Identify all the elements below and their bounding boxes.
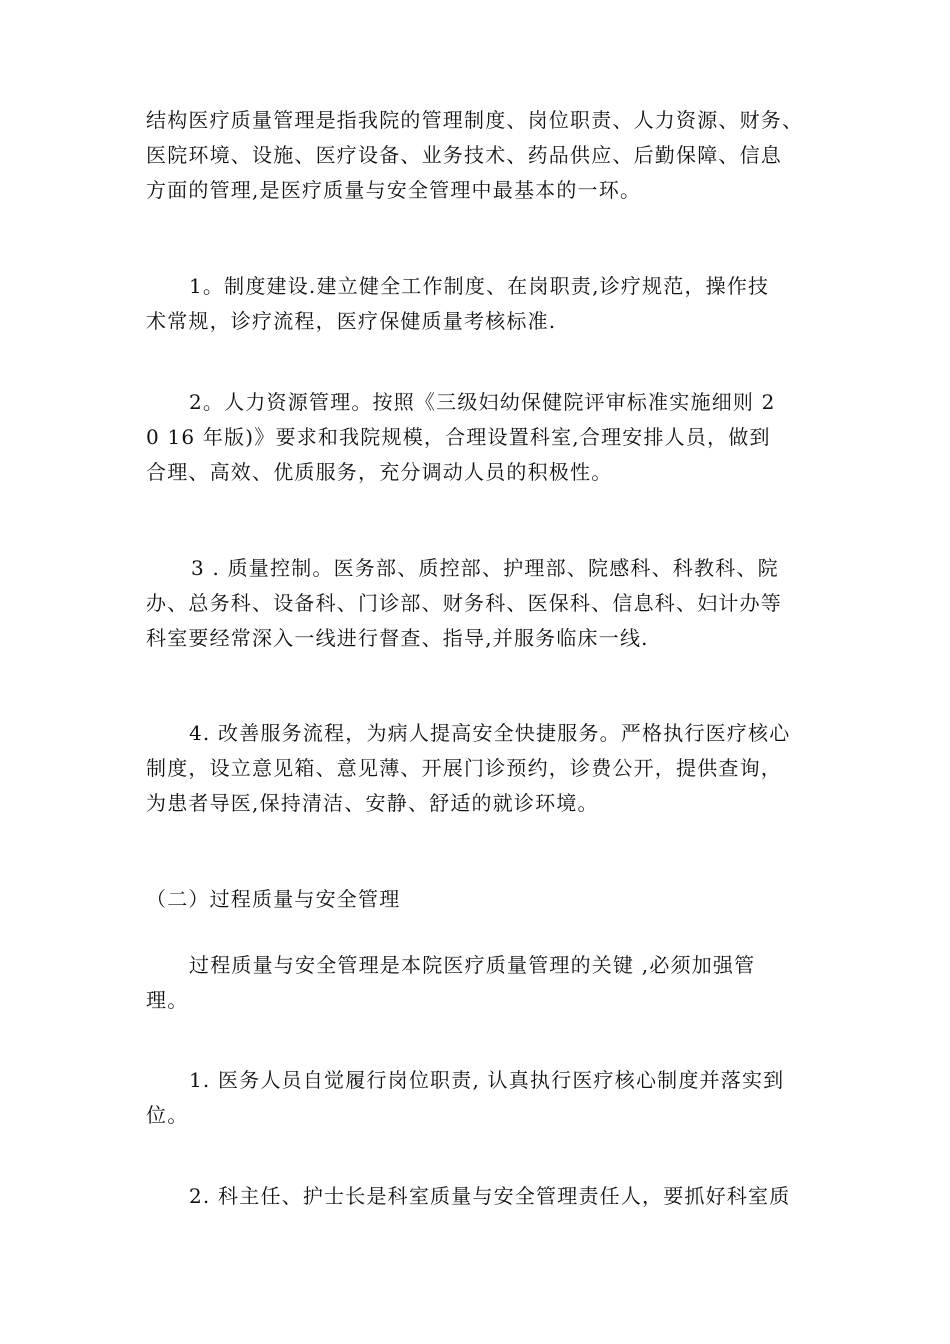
paragraph-process-quality bbox=[146, 948, 821, 1018]
text-line: 办、总务科、设备科、门诊部、财务科、医保科、信息科、妇计办等 bbox=[146, 591, 782, 615]
paragraph-process-item-2 bbox=[146, 1179, 821, 1214]
paragraph-item-2-hr bbox=[146, 385, 821, 490]
paragraph-item-3-quality-control bbox=[146, 551, 821, 656]
text-line: 1。制度建设.建立健全工作制度、在岗职责,诊疗规范，操作技 bbox=[189, 274, 770, 298]
section-heading-process-quality bbox=[146, 882, 821, 917]
text-line: 科室要经常深入一线进行督查、指导,并服务临床一线. bbox=[146, 626, 649, 650]
text-line: 医院环境、设施、医疗设备、业务技术、药品供应、后勤保障、信息 bbox=[146, 143, 782, 167]
text-line: 合理、高效、优质服务，充分调动人员的积极性。 bbox=[146, 460, 613, 484]
text-line: 制度，设立意见箱、意见薄、开展门诊预约，诊费公开，提供查询， bbox=[146, 756, 782, 780]
paragraph-process-item-1 bbox=[146, 1063, 821, 1133]
text-line: 结构医疗质量管理是指我院的管理制度、岗位职责、人力资源、财务、 bbox=[146, 108, 804, 132]
paragraph-item-1-system bbox=[146, 269, 821, 339]
text-line: （二）过程质量与安全管理 bbox=[146, 887, 401, 911]
text-line: 为患者导医,保持清洁、安静、舒适的就诊环境。 bbox=[146, 791, 599, 815]
text-line: 3 . 质量控制。医务部、质控部、护理部、院感科、科教科、院 bbox=[191, 556, 779, 580]
text-line: 过程质量与安全管理是本院医疗质量管理的关键 ,必须加强管 bbox=[189, 953, 756, 977]
text-line: 2。人力资源管理。按照《三级妇幼保健院评审标准实施细则 2 bbox=[189, 390, 776, 414]
text-line: 理。 bbox=[146, 988, 189, 1012]
text-line: 1. 医务人员自觉履行岗位职责, 认真执行医疗核心制度并落实到 bbox=[189, 1068, 785, 1092]
text-line: 0 16 年版)》要求和我院规模，合理设置科室,合理安排人员，做到 bbox=[146, 425, 771, 449]
text-line: 2. 科主任、护士长是科室质量与安全管理责任人，要抓好科室质 bbox=[189, 1184, 791, 1208]
text-line: 术常规，诊疗流程，医疗保健质量考核标准. bbox=[146, 309, 557, 333]
text-line: 4. 改善服务流程，为病人提高安全快捷服务。严格执行医疗核心 bbox=[189, 721, 791, 745]
paragraph-item-4-service bbox=[146, 716, 821, 821]
text-line: 位。 bbox=[146, 1103, 189, 1127]
text-line: 方面的管理,是医疗质量与安全管理中最基本的一环。 bbox=[146, 178, 642, 202]
paragraph-structure-quality bbox=[146, 103, 821, 208]
